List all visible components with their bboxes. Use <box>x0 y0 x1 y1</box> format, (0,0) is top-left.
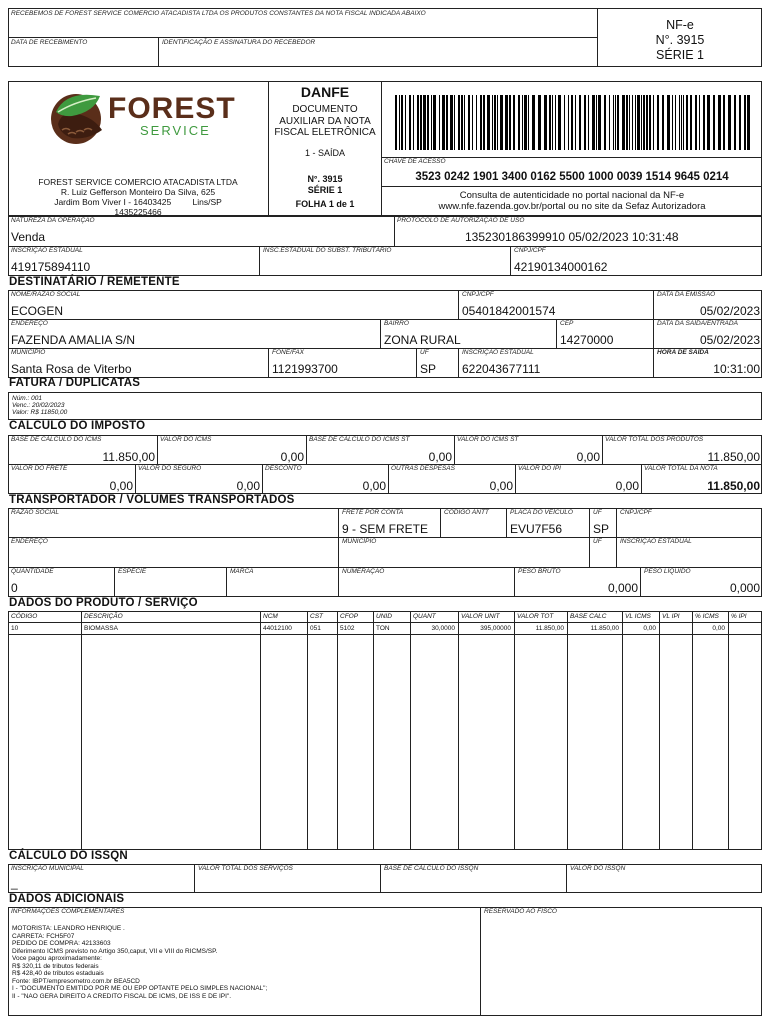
barcode-bar <box>468 95 470 150</box>
barcode-bar <box>632 95 633 150</box>
barcode-bar <box>584 95 586 150</box>
barcode-bar <box>703 95 705 150</box>
barcode-bar <box>646 95 648 150</box>
barcode-bar <box>555 95 556 150</box>
barcode-bar <box>568 95 569 150</box>
forest-service-logo <box>48 90 108 146</box>
barcode-bar <box>662 95 664 150</box>
emitente-ie: 419175894110 <box>11 260 91 274</box>
barcode-bar <box>500 95 503 150</box>
volumes-quantidade: 0 <box>11 581 18 595</box>
barcode-bar <box>681 95 682 150</box>
barcode-bar <box>699 95 700 150</box>
barcode-bar <box>552 95 553 150</box>
barcode-bar <box>588 95 589 150</box>
emitente-endereco: R. Luiz Gefferson Monteiro Da Silva, 625 <box>60 187 216 197</box>
barcode-bar <box>461 95 463 150</box>
barcode-bar <box>728 95 731 150</box>
barcode-bar <box>476 95 477 150</box>
barcode-bar <box>558 95 561 150</box>
produto-cell: 11.850,00 <box>535 625 564 632</box>
barcode-bar <box>464 95 465 150</box>
barcode-bar <box>672 95 673 150</box>
produto-header-12: % ICMS <box>695 613 719 620</box>
dest-ie: 622043677111 <box>462 362 541 376</box>
dest-bairro: ZONA RURAL <box>384 333 461 347</box>
destinatario-title: DESTINATÁRIO / REMETENTE <box>9 276 180 288</box>
produto-header-13: % IPI <box>731 613 747 620</box>
canhoto-nfe: NF-e N°. 3915 SÉRIE 1 <box>655 18 705 62</box>
barcode-bar <box>524 95 527 150</box>
info-line: R$ 320,11 de tributos federais <box>12 962 99 970</box>
protocolo: 135230186399910 05/02/2023 10:31:48 <box>465 230 679 244</box>
danfe-tipo: 1 - SAÍDA <box>304 147 345 158</box>
barcode-bar <box>423 95 426 150</box>
barcode-bar <box>480 95 482 150</box>
produto-cell: 11.850,00 <box>590 625 619 632</box>
barcode-bar <box>549 95 551 150</box>
identificacao-label: IDENTIFICAÇÃO E ASSINATURA DO RECEBEDOR <box>162 39 316 46</box>
barcode-bar <box>575 95 576 150</box>
dest-nome: ECOGEN <box>11 304 64 318</box>
barcode-bar <box>723 95 725 150</box>
emitente-cnpj: 42190134000162 <box>514 260 608 274</box>
barcode-bar <box>686 95 688 150</box>
placa-veiculo: EVU7F56 <box>510 522 563 536</box>
barcode-bar <box>596 95 597 150</box>
produto-cell: 0,00 <box>643 625 656 632</box>
fatura-title: FATURA / DUPLICATAS <box>9 377 141 389</box>
barcode-bar <box>431 95 432 150</box>
barcode-bar <box>667 95 670 150</box>
emitente-fone: 1435225466 <box>114 207 162 217</box>
natureza-operacao: Venda <box>11 230 46 244</box>
barcode-bar <box>617 95 619 150</box>
barcode-bar <box>734 95 736 150</box>
emitente-info <box>10 177 266 217</box>
barcode-bar <box>747 95 750 150</box>
barcode-bar <box>401 95 403 150</box>
barcode-bar <box>679 95 680 150</box>
produtos-title: DADOS DO PRODUTO / SERVIÇO <box>9 597 198 609</box>
info-line: R$ 428,40 de tributos estaduais <box>12 970 104 977</box>
issqn-title: CÁLCULO DO ISSQN <box>9 850 128 862</box>
produto-cell: TON <box>376 625 390 632</box>
produto-header-8: VALOR TOT <box>517 613 554 620</box>
barcode-bar <box>494 95 496 150</box>
dest-fone: 1121993700 <box>272 362 338 376</box>
danfe-numero: N°. 3915 <box>307 173 343 184</box>
adicionais-title: DADOS ADICIONAIS <box>9 893 125 905</box>
barcode-bar <box>629 95 630 150</box>
barcode-bar <box>528 95 529 150</box>
transportador-title: TRANSPORTADOR / VOLUMES TRANSPORTADOS <box>9 494 295 506</box>
canhoto-recebemos: RECEBEMOS DE FOREST SERVICE COMERCIO ATACADISTA LTDA OS PRODUTOS CONSTANTES DA NOTA FISCAL INDICADA ABAIXO <box>11 10 426 17</box>
produto-header-4: CFOP <box>340 613 359 620</box>
barcode-bar <box>509 95 511 150</box>
produto-cell: 44012100 <box>263 625 292 632</box>
barcode-bar <box>564 95 565 150</box>
info-line: MOTORISTA: LEANDRO HENRIQUE . <box>12 925 125 932</box>
barcode-bar <box>622 95 625 150</box>
barcode-bar <box>707 95 710 150</box>
barcode-bar <box>427 95 429 150</box>
barcode-bar <box>713 95 715 150</box>
informacoes-complementares <box>12 925 267 1000</box>
barcode-bar <box>571 95 573 150</box>
dest-municipio: Santa Rosa de Viterbo <box>11 362 132 376</box>
barcode-bar <box>637 95 640 150</box>
produto-cell: 0,00 <box>712 625 725 632</box>
barcode <box>395 95 751 150</box>
barcode-bar <box>439 95 440 150</box>
total-nota: 11.850,00 <box>707 479 760 493</box>
valor-icms-st: 0,00 <box>576 450 600 464</box>
bc-icms-st: 0,00 <box>428 450 452 464</box>
barcode-bar <box>579 95 581 150</box>
barcode-bar <box>718 95 721 150</box>
barcode-bar <box>690 95 692 150</box>
barcode-bar <box>532 95 535 150</box>
produto-cell: 5102 <box>340 625 355 632</box>
barcode-bar <box>544 95 547 150</box>
valor-seguro: 0,00 <box>236 479 260 493</box>
dest-cep: 14270000 <box>560 333 614 347</box>
barcode-bar <box>454 95 455 150</box>
dest-emissao: 05/02/2023 <box>699 304 760 318</box>
barcode-bar <box>442 95 445 150</box>
barcode-bar <box>683 95 684 150</box>
barcode-bar <box>522 95 523 150</box>
info-line: PEDIDO DE COMPRA: 42133603 <box>12 940 111 947</box>
barcode-bar <box>483 95 485 150</box>
bc-icms: 11.850,00 <box>102 450 155 464</box>
logo-word: FOREST <box>108 92 236 125</box>
danfe-title: DANFE <box>300 84 350 100</box>
desconto: 0,00 <box>362 479 386 493</box>
barcode-bar <box>395 95 397 150</box>
info-line: Diferimento ICMS previsto no Artigo 350,caput, VII e VIII do RICMS/SP. <box>12 947 218 955</box>
barcode-bar <box>615 95 616 150</box>
barcode-bar <box>675 95 676 150</box>
barcode-bar <box>609 95 610 150</box>
produto-header-11: VL IPI <box>662 613 680 620</box>
barcode-bar <box>613 95 614 150</box>
valor-ipi: 0,00 <box>615 479 639 493</box>
barcode-bar <box>538 95 541 150</box>
chave-label: CHAVE DE ACESSO <box>384 158 446 165</box>
barcode-bar <box>695 95 697 150</box>
produto-header-9: BASE CALC <box>570 613 607 620</box>
dest-uf: SP <box>420 362 437 376</box>
barcode-bar <box>446 95 448 150</box>
barcode-bar <box>505 95 508 150</box>
dest-saida: 05/02/2023 <box>699 333 760 347</box>
info-line: I - "DOCUMENTO EMITIDO POR ME OU EPP OPTANTE PELO SIMPLES NACIONAL"; <box>12 985 268 992</box>
produto-cell: 30,0000 <box>431 625 455 632</box>
produto-header-6: QUANT <box>413 613 436 620</box>
barcode-bar <box>450 95 453 150</box>
chave-acesso: 3523 0242 1901 3400 0162 5500 1000 0039 1514 9645 0214 <box>415 171 729 183</box>
outras-despesas: 0,00 <box>489 479 513 493</box>
valor-icms: 0,00 <box>280 450 304 464</box>
barcode-bar <box>657 95 659 150</box>
barcode-bar <box>626 95 628 150</box>
barcode-bar <box>417 95 419 150</box>
produtos-table <box>8 611 762 850</box>
barcode-bar <box>409 95 411 150</box>
barcode-bar <box>420 95 422 150</box>
barcode-bar <box>744 95 746 150</box>
emitente-cidade: Lins/SP <box>192 197 222 207</box>
barcode-bar <box>413 95 414 150</box>
info-line: Voce pagou aproximadamente: <box>12 955 102 962</box>
frete-por-conta: 9 - SEM FRETE <box>342 522 429 536</box>
dest-endereco: FAZENDA AMALIA S/N <box>11 333 136 347</box>
barcode-bar <box>472 95 473 150</box>
barcode-bar <box>641 95 642 150</box>
barcode-bar <box>592 95 595 150</box>
fatura-info: Núm.: 001 Venc.: 20/02/2023 Valor: R$ 11850,00 <box>12 395 68 416</box>
barcode-bar <box>643 95 645 150</box>
info-line: CARRETA: FCH5F07 <box>12 932 75 940</box>
barcode-bar <box>399 95 400 150</box>
emitente-bairro: Jardim Bom Viver I - 16403425 <box>54 197 172 207</box>
info-line: II - "NAO GERA DIREITO A CREDITO FISCAL DE ICMS, DE ISS E DE IPI". <box>12 992 232 1000</box>
data-recebimento-label: DATA DE RECEBIMENTO <box>11 39 88 46</box>
produto-cell: 10 <box>11 625 19 632</box>
emitente-nome: FOREST SERVICE COMERCIO ATACADISTA LTDA <box>38 177 238 187</box>
inscricao-municipal: _ <box>11 876 18 890</box>
info-line: Fonte: IBPT/empresometro.com.br BEA5CD <box>12 977 140 985</box>
barcode-bar <box>458 95 460 150</box>
barcode-bar <box>598 95 601 150</box>
consulta-info: Consulta de autenticidade no portal nacional da NF-e www.nfe.fazenda.gov.br/portal ou no site da Sefaz Autorizadora <box>438 190 706 212</box>
dest-hora: 10:31:00 <box>713 362 760 376</box>
dest-cnpj: 05401842001574 <box>462 304 556 318</box>
produto-header-7: VALOR UNIT <box>461 613 500 620</box>
barcode-bar <box>405 95 406 150</box>
danfe-folha: FOLHA 1 de 1 <box>295 198 355 209</box>
produto-header-1: DESCRIÇÃO <box>84 613 123 620</box>
barcode-bar <box>739 95 741 150</box>
produto-cell: BIOMASSA <box>84 625 118 632</box>
danfe-serie: SÉRIE 1 <box>307 184 343 195</box>
barcode-bar <box>653 95 654 150</box>
produto-cell: 395,00000 <box>480 625 511 632</box>
barcode-bar <box>513 95 515 150</box>
produto-header-2: NCM <box>263 613 278 620</box>
produto-header-5: UNID <box>376 613 392 620</box>
peso-bruto: 0,000 <box>607 581 638 595</box>
produto-header-10: VL ICMS <box>625 613 651 620</box>
barcode-bar <box>604 95 606 150</box>
produto-cell: 051 <box>310 625 321 632</box>
barcode-bar <box>492 95 493 150</box>
barcode-bar <box>649 95 651 150</box>
barcode-bar <box>635 95 636 150</box>
barcode-bar <box>433 95 436 150</box>
transp-uf: SP <box>593 522 610 536</box>
valor-frete: 0,00 <box>109 479 133 493</box>
logo-sub: SERVICE <box>140 123 211 138</box>
imposto-title: CALCULO DO IMPOSTO <box>9 420 146 432</box>
produto-header-3: CST <box>310 613 323 620</box>
barcode-bar <box>518 95 520 150</box>
total-produtos: 11.850,00 <box>707 450 760 464</box>
produto-header-0: CÓDIGO <box>11 613 38 620</box>
barcode-bar <box>487 95 490 150</box>
peso-liquido: 0,000 <box>729 581 760 595</box>
barcode-bar <box>497 95 498 150</box>
danfe-block: DANFE DOCUMENTO AUXILIAR DA NOTA FISCAL ELETRÔNICA 1 - SAÍDA N°. 3915 SÉRIE 1 FOLHA 1 de 1 <box>269 84 381 210</box>
